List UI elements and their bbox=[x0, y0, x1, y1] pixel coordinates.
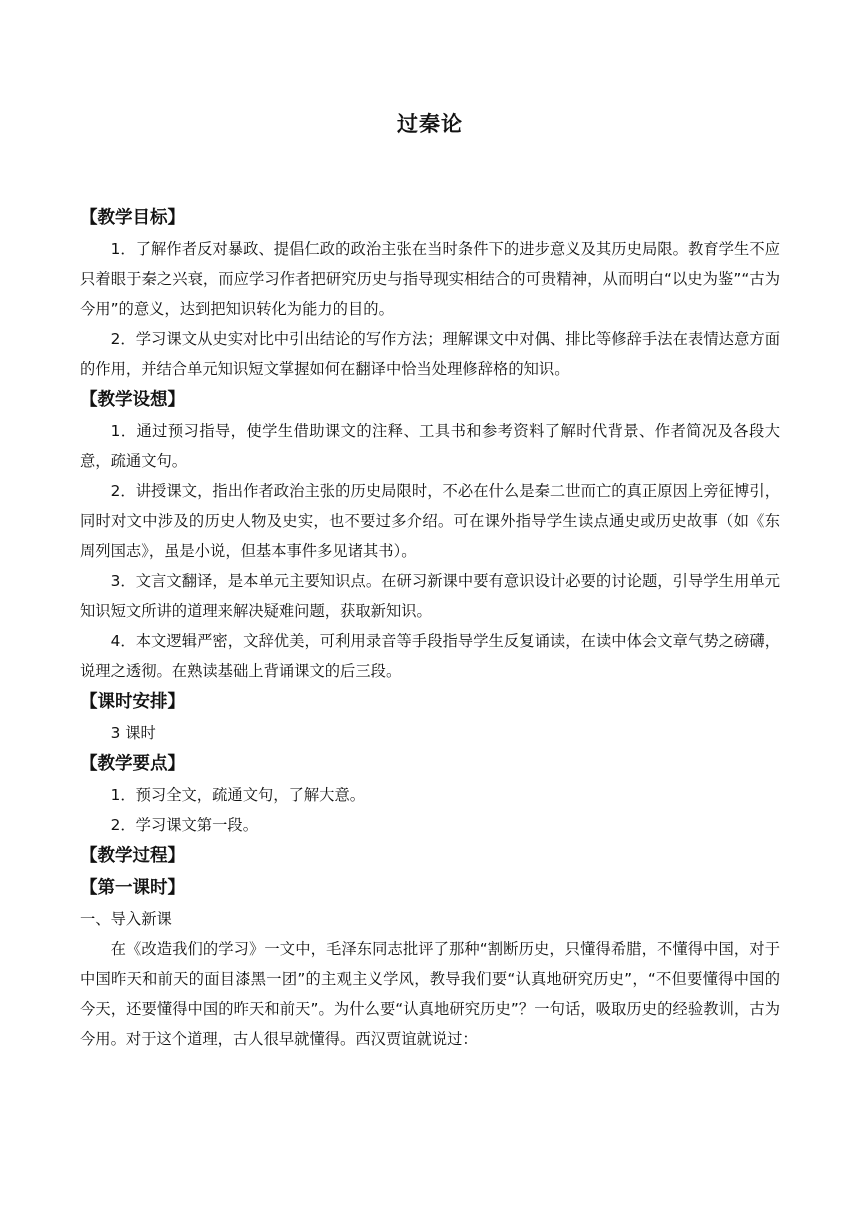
schedule-text: 3 课时 bbox=[110, 724, 156, 742]
heading-design: 【教学设想】 bbox=[80, 390, 185, 410]
design-paragraph-2: 2．讲授课文，指出作者政治主张的历史局限时，不必在什么是秦二世而亡的真正原因上旁征博引，同时对文中涉及的历史人物及史实，也不要过多介绍。可在课外指导学生读点通史或历史故事（如《东周列国志》，虽是小说，但基本事件多见诸其书）。 bbox=[80, 482, 780, 560]
objectives-paragraph-2: 2．学习课文从史实对比中引出结论的写作方法；理解课文中对偶、排比等修辞手法在表情达意方面的作用，并结合单元知识短文掌握如何在翻译中恰当处理修辞格的知识。 bbox=[80, 330, 780, 378]
keypoints-item-1: 1．预习全文，疏通文句，了解大意。 bbox=[110, 786, 366, 804]
objectives-paragraph-1: 1．了解作者反对暴政、提倡仁政的政治主张在当时条件下的进步意义及其历史局限。教育学生不应只着眼于秦之兴衰，而应学习作者把研究历史与指导现实相结合的可贵精神，从而明白“以史为鉴”“古为今用”的意义，达到把知识转化为能力的目的。 bbox=[80, 240, 780, 318]
design-paragraph-1: 1．通过预习指导，使学生借助课文的注释、工具书和参考资料了解时代背景、作者简况及各段大意，疏通文句。 bbox=[80, 422, 780, 470]
heading-lesson-1: 【第一课时】 bbox=[80, 878, 185, 898]
design-paragraph-4: 4．本文逻辑严密，文辞优美，可利用录音等手段指导学生反复诵读，在读中体会文章气势之磅礴，说理之透彻。在熟读基础上背诵课文的后三段。 bbox=[80, 632, 780, 680]
lesson1-subheading: 一、导入新课 bbox=[80, 910, 172, 928]
document-title: 过秦论 bbox=[397, 112, 463, 136]
keypoints-item-2: 2．学习课文第一段。 bbox=[110, 816, 258, 834]
heading-process: 【教学过程】 bbox=[80, 846, 185, 866]
lesson1-paragraph-1: 在《改造我们的学习》一文中，毛泽东同志批评了那种“割断历史，只懂得希腊，不懂得中国，对于中国昨天和前天的面目漆黑一团”的主观主义学风，教导我们要“认真地研究历史”，“不但要懂得中国的今天，还要懂得中国的昨天和前天”。为什么要“认真地研究历史”？一句话，吸取历史的经验教训，古为今用。对于这个道理，古人很早就懂得。西汉贾谊就说过： bbox=[80, 940, 780, 1048]
design-paragraph-3: 3．文言文翻译，是本单元主要知识点。在研习新课中要有意识设计必要的讨论题，引导学生用单元知识短文所讲的道理来解决疑难问题，获取新知识。 bbox=[80, 572, 780, 620]
document-body bbox=[80, 202, 780, 1054]
heading-keypoints: 【教学要点】 bbox=[80, 754, 185, 774]
heading-schedule: 【课时安排】 bbox=[80, 692, 185, 712]
heading-objectives: 【教学目标】 bbox=[80, 208, 185, 228]
